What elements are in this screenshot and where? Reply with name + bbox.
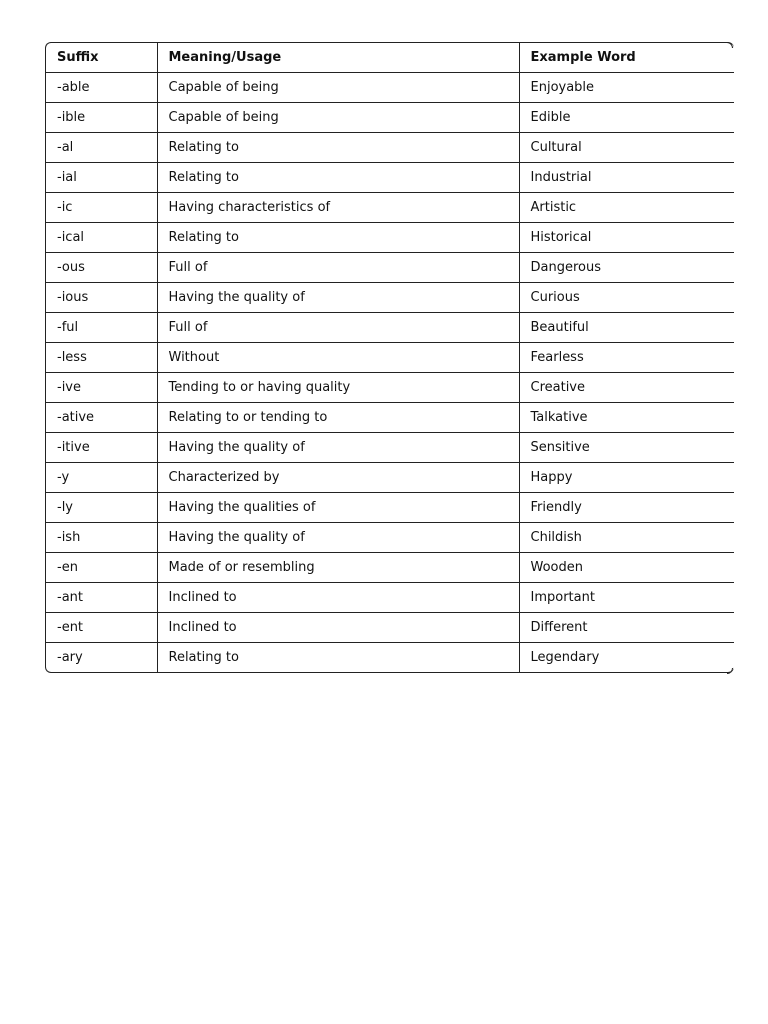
table-row (46, 103, 734, 133)
cell-meaning: Having the qualities of (157, 493, 519, 523)
cell-meaning: Relating to (157, 223, 519, 253)
cell-example: Important (519, 583, 734, 613)
table-row (46, 223, 734, 253)
table-row (46, 193, 734, 223)
cell-suffix: -ious (46, 283, 157, 313)
cell-example: Legendary (530, 650, 600, 665)
cell-example: Artistic (519, 193, 734, 223)
cell-meaning: Having characteristics of (157, 193, 519, 223)
cell-suffix: -ible (46, 103, 157, 133)
cell-example: Dangerous (519, 253, 734, 283)
cell-example: Enjoyable (519, 73, 734, 103)
cell-suffix: -ent (46, 613, 157, 643)
cell-suffix: -ish (46, 523, 157, 553)
cell-meaning: Full of (157, 313, 519, 343)
cell-example: Edible (519, 103, 734, 133)
table-row (46, 583, 734, 613)
cell-example: Sensitive (519, 433, 734, 463)
cell-suffix: -ic (46, 193, 157, 223)
cell-suffix: -ary (46, 643, 157, 673)
cell-meaning: Tending to or having quality (157, 373, 519, 403)
cell-suffix: -y (46, 463, 157, 493)
cell-example: Industrial (519, 163, 734, 193)
header-meaning-usage: Meaning/Usage (157, 43, 519, 73)
cell-suffix: -al (46, 133, 157, 163)
table-row (46, 553, 734, 583)
cell-example: Creative (519, 373, 734, 403)
cell-meaning: Relating to (157, 163, 519, 193)
cell-suffix: -en (46, 553, 157, 583)
cell-example: Fearless (519, 343, 734, 373)
cell-meaning: Characterized by (157, 463, 519, 493)
table-row (46, 403, 734, 433)
cell-example: Different (519, 613, 734, 643)
table-row (46, 283, 734, 313)
table-row (46, 163, 734, 193)
cell-suffix: -ant (46, 583, 157, 613)
cell-suffix: -itive (46, 433, 157, 463)
table-row (46, 493, 734, 523)
table-row (46, 373, 734, 403)
cell-suffix: -ive (46, 373, 157, 403)
cell-meaning: Relating to (157, 133, 519, 163)
cell-meaning: Full of (157, 253, 519, 283)
cell-suffix: -ly (46, 493, 157, 523)
cell-example: Curious (519, 283, 734, 313)
cell-example: Happy (519, 463, 734, 493)
cell-meaning: Capable of being (157, 103, 519, 133)
table-row (46, 133, 734, 163)
table-row (46, 463, 734, 493)
cell-meaning: Having the quality of (157, 523, 519, 553)
suffix-table-container (45, 42, 734, 673)
cell-example: Historical (519, 223, 734, 253)
cell-suffix: -ial (46, 163, 157, 193)
cell-suffix: -ous (46, 253, 157, 283)
cell-suffix: -ical (46, 223, 157, 253)
table-row (46, 253, 734, 283)
table-row (46, 313, 734, 343)
table-row (46, 523, 734, 553)
cell-meaning: Made of or resembling (157, 553, 519, 583)
cell-meaning: Having the quality of (157, 433, 519, 463)
cell-suffix: -able (46, 73, 157, 103)
cell-suffix: -ful (46, 313, 157, 343)
cell-meaning: Inclined to (157, 613, 519, 643)
cell-meaning: Without (157, 343, 519, 373)
suffix-table (46, 43, 734, 672)
cell-meaning: Inclined to (157, 583, 519, 613)
cell-meaning: Having the quality of (157, 283, 519, 313)
cell-meaning: Relating to or tending to (157, 403, 519, 433)
header-suffix: Suffix (46, 43, 157, 73)
cell-example: Childish (519, 523, 734, 553)
cell-example: Wooden (519, 553, 734, 583)
table-row (46, 433, 734, 463)
table-header-row (46, 43, 734, 73)
table-row (46, 73, 734, 103)
cell-example: Friendly (519, 493, 734, 523)
table-row (46, 613, 734, 643)
cell-example: Beautiful (519, 313, 734, 343)
cell-suffix: -less (46, 343, 157, 373)
cell-suffix: -ative (46, 403, 157, 433)
table-corner-bottom-right (727, 668, 733, 674)
table-row (46, 343, 734, 373)
cell-meaning: Relating to (157, 643, 519, 673)
cell-example: Talkative (519, 403, 734, 433)
cell-example: Cultural (519, 133, 734, 163)
header-example-word: Example Word (519, 43, 734, 73)
cell-meaning: Capable of being (157, 73, 519, 103)
table-row (46, 643, 734, 673)
